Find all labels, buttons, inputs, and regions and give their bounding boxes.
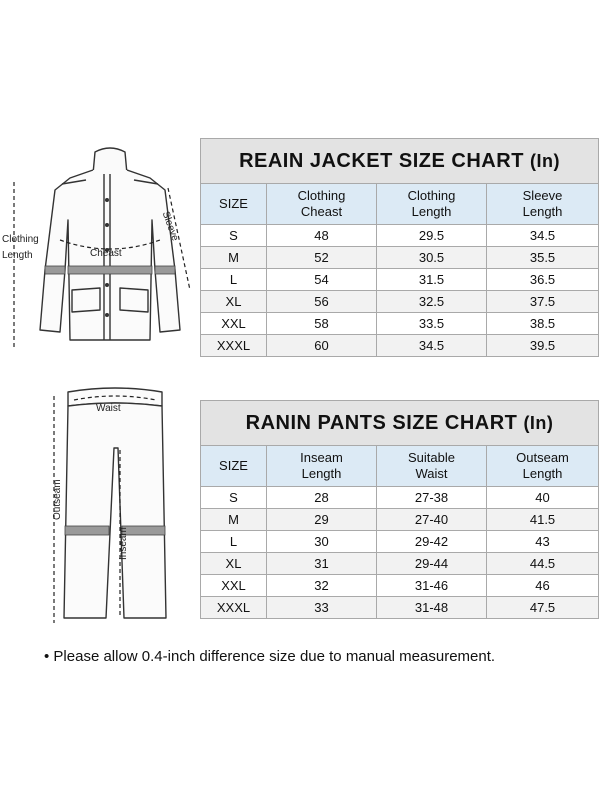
size-cell: XXXL [201,335,267,357]
inseam-label: Inseam [118,527,129,560]
table-row [201,509,599,531]
value-cell: 38.5 [487,313,599,335]
value-cell: 30 [267,531,377,553]
header-suitable-waist: Suitable Waist [377,446,487,487]
value-cell: 44.5 [487,553,599,575]
value-cell: 31 [267,553,377,575]
header-sleeve-length: Sleeve Length [487,184,599,225]
size-cell: L [201,269,267,291]
value-cell: 47.5 [487,597,599,619]
size-cell: M [201,247,267,269]
size-cell: L [201,531,267,553]
value-cell: 40 [487,487,599,509]
pants-chart-title: RANIN PANTS SIZE CHART (In) [201,401,599,446]
value-cell: 48 [267,225,377,247]
sleeve-label: Sleeve [159,210,181,243]
size-cell: M [201,509,267,531]
value-cell: 27-40 [377,509,487,531]
table-row [201,553,599,575]
value-cell: 35.5 [487,247,599,269]
header-outseam-length: Outseam Length [487,446,599,487]
value-cell: 34.5 [377,335,487,357]
pants-header-row [201,446,599,487]
table-row [201,531,599,553]
clothing-length-label: Clothing Length [2,234,39,261]
value-cell: 58 [267,313,377,335]
value-cell: 29-42 [377,531,487,553]
table-row [201,291,599,313]
value-cell: 27-38 [377,487,487,509]
value-cell: 52 [267,247,377,269]
table-row [201,269,599,291]
value-cell: 37.5 [487,291,599,313]
value-cell: 31.5 [377,269,487,291]
header-size: SIZE [201,184,267,225]
chest-label: Cheast [90,248,122,259]
outseam-label: Outseam [52,479,63,520]
value-cell: 29.5 [377,225,487,247]
value-cell: 60 [267,335,377,357]
header-clothing-length: Clothing Length [377,184,487,225]
size-cell: XXL [201,575,267,597]
header-clothing-chest: Clothing Cheast [267,184,377,225]
size-cell: XXL [201,313,267,335]
value-cell: 32.5 [377,291,487,313]
table-row [201,575,599,597]
size-cell: S [201,487,267,509]
value-cell: 28 [267,487,377,509]
table-row [201,313,599,335]
waist-label: Waist [96,403,121,414]
value-cell: 33.5 [377,313,487,335]
value-cell: 39.5 [487,335,599,357]
value-cell: 56 [267,291,377,313]
value-cell: 43 [487,531,599,553]
table-row [201,597,599,619]
value-cell: 33 [267,597,377,619]
table-row [201,487,599,509]
measurement-note: • Please allow 0.4-inch difference size due to manual measurement. [44,648,496,665]
value-cell: 31-48 [377,597,487,619]
header-size: SIZE [201,446,267,487]
size-cell: XXXL [201,597,267,619]
value-cell: 46 [487,575,599,597]
value-cell: 41.5 [487,509,599,531]
value-cell: 34.5 [487,225,599,247]
pants-size-chart [200,400,599,619]
size-cell: S [201,225,267,247]
table-row [201,247,599,269]
jacket-chart-title: REAIN JACKET SIZE CHART (In) [201,139,599,184]
size-cell: XL [201,553,267,575]
value-cell: 54 [267,269,377,291]
value-cell: 36.5 [487,269,599,291]
value-cell: 32 [267,575,377,597]
jacket-header-row [201,184,599,225]
header-inseam-length: Inseam Length [267,446,377,487]
value-cell: 29-44 [377,553,487,575]
size-cell: XL [201,291,267,313]
table-row [201,335,599,357]
value-cell: 31-46 [377,575,487,597]
jacket-size-chart [200,138,599,357]
value-cell: 29 [267,509,377,531]
table-row [201,225,599,247]
value-cell: 30.5 [377,247,487,269]
